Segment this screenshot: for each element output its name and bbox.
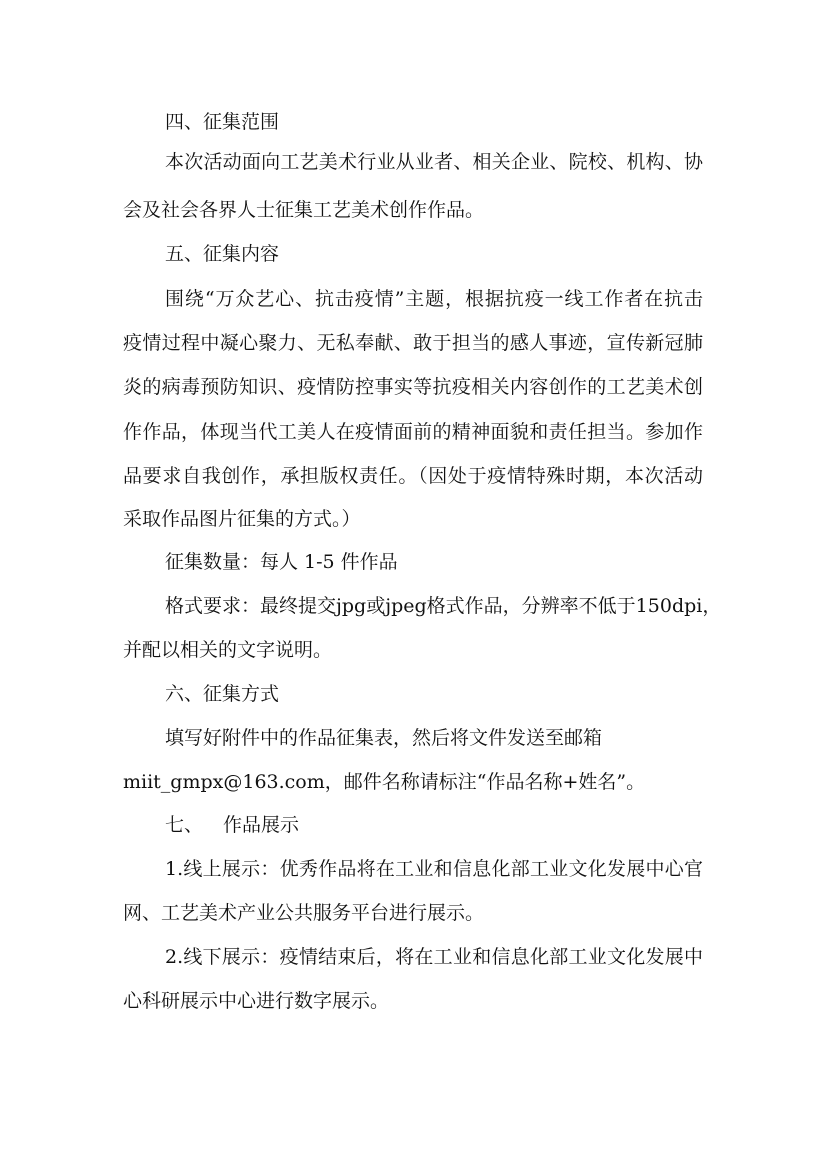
format-requirement-line: 并配以相关的文字说明。 (123, 639, 333, 661)
paragraph-line: 填写好附件中的作品征集表，然后将文件发送至邮箱 (165, 727, 603, 749)
collection-quantity: 征集数量：每人 1-5 件作品 (165, 551, 398, 573)
format-requirement-line: 格式要求：最终提交jpg或jpeg格式作品，分辨率不低于150dpi， (165, 595, 722, 617)
paragraph-line: 会及社会各界人士征集工艺美术创作作品。 (123, 199, 485, 221)
paragraph-line: 采取作品图片征集的方式。） (123, 508, 361, 530)
section-title: 作品展示 (223, 814, 300, 836)
email-instruction-line: miit_gmpx@163.com，邮件名称请标注“作品名称+姓名”。 (123, 771, 646, 793)
section-number: 七、 (165, 814, 204, 836)
section-heading-display (165, 811, 299, 839)
paragraph-line: 网、工艺美术产业公共服务平台进行展示。 (123, 902, 485, 924)
paragraph-line: 疫情过程中凝心聚力、无私奉献、敢于担当的感人事迹，宣传新冠肺 (123, 332, 703, 354)
paragraph-line: 本次活动面向工艺美术行业从业者、相关企业、院校、机构、协 (165, 151, 703, 173)
section-heading-method: 六、征集方式 (165, 683, 280, 705)
paragraph-line: 1.线上展示：优秀作品将在工业和信息化部工业文化发展中心官 (165, 858, 703, 880)
paragraph-line: 心科研展示中心进行数字展示。 (123, 990, 390, 1012)
paragraph-line: 2.线下展示：疫情结束后，将在工业和信息化部工业文化发展中 (165, 946, 703, 968)
paragraph-line: 品要求自我创作，承担版权责任。（因处于疫情特殊时期，本次活动 (123, 465, 703, 487)
paragraph-line: 作作品，体现当代工美人在疫情面前的精神面貌和责任担当。参加作 (123, 421, 703, 443)
section-heading-content: 五、征集内容 (165, 243, 280, 265)
section-heading-scope: 四、征集范围 (165, 111, 280, 133)
paragraph-line: 围绕“万众艺心、抗击疫情”主题，根据抗疫一线工作者在抗击 (165, 288, 703, 310)
paragraph-line: 炎的病毒预防知识、疫情防控事实等抗疫相关内容创作的工艺美术创 (123, 376, 703, 398)
